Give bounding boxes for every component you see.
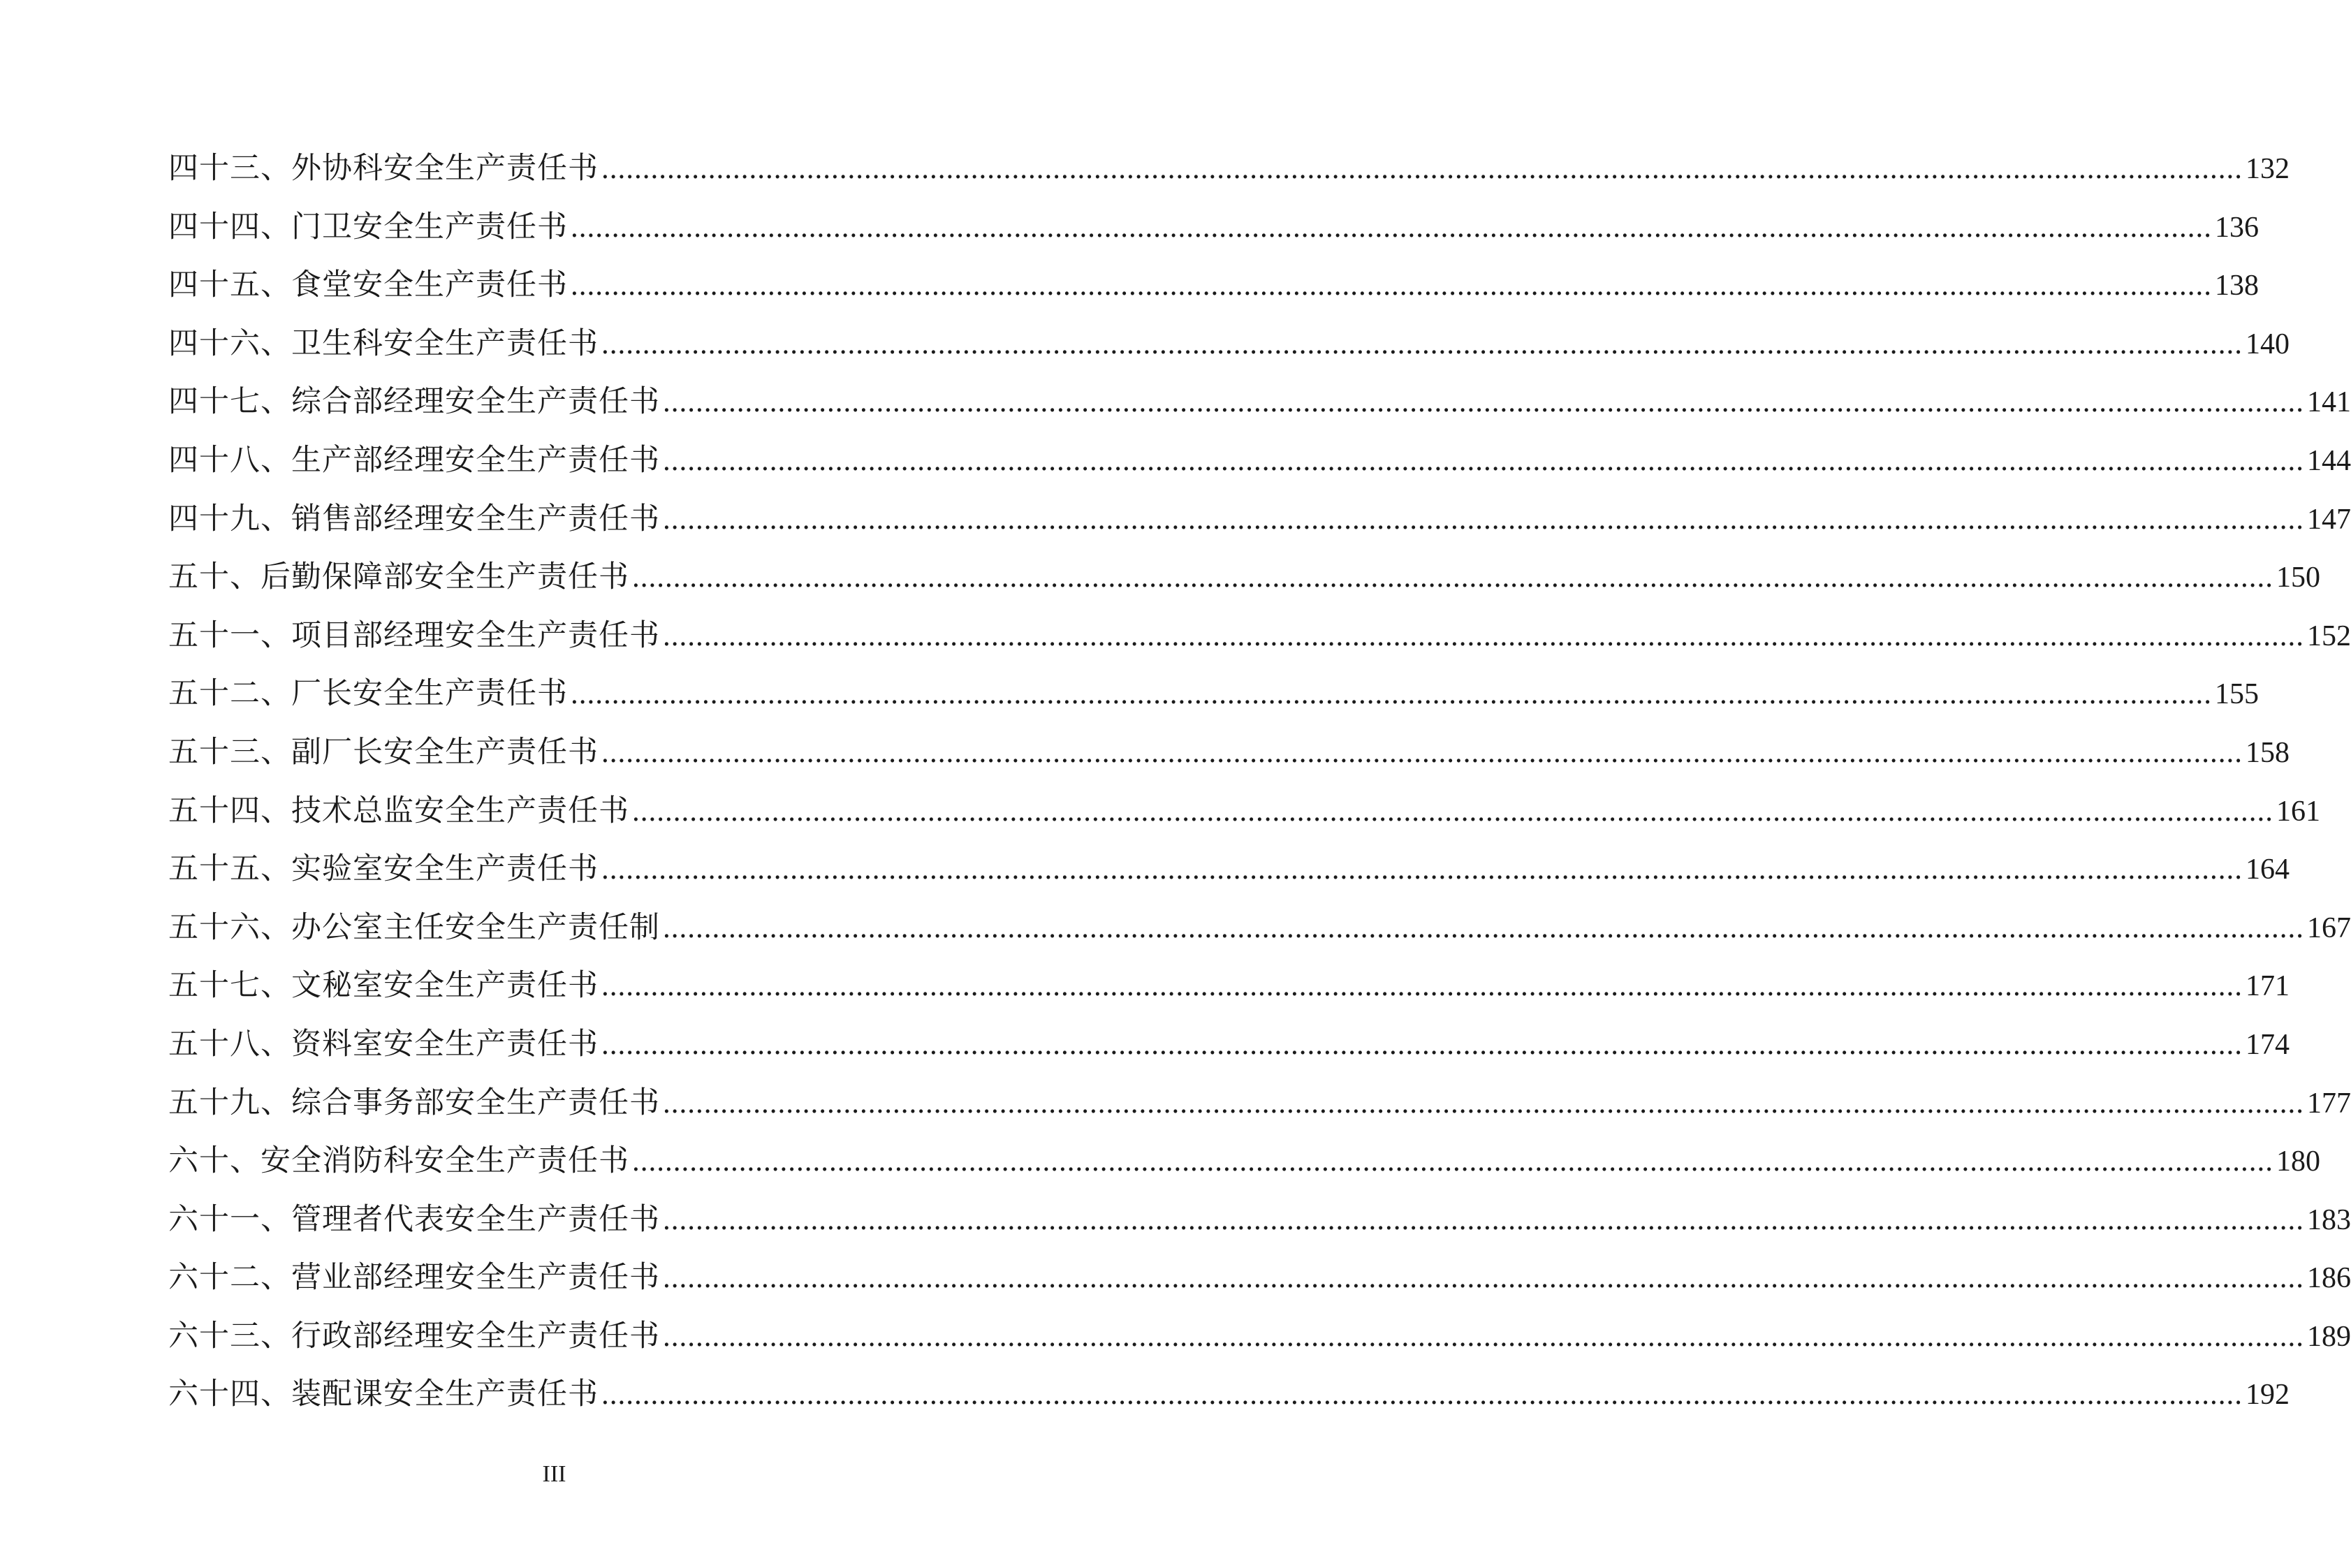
- toc-entry-page: 192: [2246, 1379, 2290, 1412]
- toc-entry[interactable]: [168, 490, 2351, 549]
- toc-entry-page: 164: [2246, 853, 2290, 886]
- toc-entry-title: 五十九、综合事务部安全生产责任书: [168, 1085, 660, 1120]
- toc-entry-page: 138: [2215, 270, 2259, 302]
- toc-dot-leader: ........................................................................................................................................................................................................: [571, 677, 2212, 711]
- toc-entry[interactable]: [168, 899, 2351, 958]
- toc-entry-page: 152: [2307, 620, 2351, 652]
- toc-entry-title: 五十、后勤保障部安全生产责任书: [168, 559, 629, 595]
- toc-entry-title: 四十六、卫生科安全生产责任书: [168, 325, 599, 361]
- toc-entry-title: 五十二、厂长安全生产责任书: [168, 676, 568, 712]
- toc-dot-leader: ........................................................................................................................................................................................................: [663, 444, 2304, 477]
- toc-entry[interactable]: [168, 782, 2320, 841]
- toc-entry-title: 五十三、副厂长安全生产责任书: [168, 734, 599, 770]
- toc-entry-page: 161: [2276, 795, 2320, 828]
- toc-entry[interactable]: [168, 840, 2290, 899]
- toc-entry-title: 六十二、营业部经理安全生产责任书: [168, 1260, 660, 1296]
- toc-entry[interactable]: [168, 1249, 2351, 1307]
- toc-entry-page: 189: [2307, 1320, 2351, 1353]
- toc-dot-leader: ........................................................................................................................................................................................................: [632, 561, 2273, 594]
- toc-entry-title: 五十五、实验室安全生产责任书: [168, 851, 599, 887]
- toc-entry-page: 132: [2246, 153, 2290, 185]
- toc-dot-leader: ........................................................................................................................................................................................................: [663, 1319, 2304, 1353]
- toc-dot-leader: ........................................................................................................................................................................................................: [601, 152, 2243, 185]
- toc-entry-title: 四十八、生产部经理安全生产责任书: [168, 442, 660, 478]
- toc-entry-page: 150: [2276, 562, 2320, 594]
- toc-entry[interactable]: [168, 1132, 2320, 1191]
- toc-entry-title: 四十三、外协科安全生产责任书: [168, 151, 599, 186]
- toc-entry-title: 四十五、食堂安全生产责任书: [168, 268, 568, 303]
- toc-dot-leader: ........................................................................................................................................................................................................: [571, 210, 2212, 244]
- toc-entry-page: 183: [2307, 1203, 2351, 1236]
- toc-dot-leader: ........................................................................................................................................................................................................: [601, 1378, 2243, 1412]
- toc-entry-title: 五十六、办公室主任安全生产责任制: [168, 909, 660, 945]
- toc-dot-leader: ........................................................................................................................................................................................................: [632, 794, 2273, 828]
- toc-entry-page: 174: [2246, 1028, 2290, 1061]
- toc-dot-leader: ........................................................................................................................................................................................................: [601, 327, 2243, 360]
- toc-entry[interactable]: [168, 957, 2290, 1016]
- toc-entry-title: 四十七、综合部经理安全生产责任书: [168, 384, 660, 420]
- toc-entry-page: 158: [2246, 736, 2290, 769]
- toc-dot-leader: ........................................................................................................................................................................................................: [663, 386, 2304, 419]
- toc-entry-page: 136: [2215, 211, 2259, 244]
- toc-entry-page: 167: [2307, 911, 2351, 944]
- toc-entry-page: 144: [2307, 444, 2351, 477]
- toc-entry-page: 140: [2246, 328, 2290, 360]
- toc-dot-leader: ........................................................................................................................................................................................................: [663, 1203, 2304, 1236]
- page-number: III: [542, 1461, 566, 1487]
- toc-entry-page: 147: [2307, 503, 2351, 536]
- toc-entry-title: 六十三、行政部经理安全生产责任书: [168, 1318, 660, 1354]
- toc-entry[interactable]: [168, 1016, 2290, 1074]
- toc-entry[interactable]: [168, 1307, 2351, 1366]
- toc-dot-leader: ........................................................................................................................................................................................................: [663, 619, 2304, 652]
- toc-entry-title: 六十、安全消防科安全生产责任书: [168, 1143, 629, 1179]
- toc-entry[interactable]: [168, 1191, 2351, 1250]
- toc-entry-title: 四十九、销售部经理安全生产责任书: [168, 501, 660, 536]
- toc-entry-page: 155: [2215, 678, 2259, 711]
- toc-dot-leader: ........................................................................................................................................................................................................: [663, 1086, 2304, 1120]
- toc-dot-leader: ........................................................................................................................................................................................................: [663, 1261, 2304, 1295]
- toc-entry[interactable]: [168, 198, 2259, 257]
- toc-entry-title: 六十四、装配课安全生产责任书: [168, 1377, 599, 1412]
- toc-entry[interactable]: [168, 548, 2320, 607]
- toc-entry[interactable]: [168, 140, 2290, 198]
- toc-dot-leader: ........................................................................................................................................................................................................: [632, 1145, 2273, 1178]
- toc-entry[interactable]: [168, 665, 2259, 724]
- toc-entry[interactable]: [168, 432, 2351, 490]
- toc-entry-title: 五十四、技术总监安全生产责任书: [168, 793, 629, 828]
- toc-entry-page: 171: [2246, 970, 2290, 1003]
- toc-dot-leader: ........................................................................................................................................................................................................: [601, 1027, 2243, 1061]
- toc-dot-leader: ........................................................................................................................................................................................................: [601, 735, 2243, 769]
- toc-entry-page: 141: [2307, 386, 2351, 419]
- toc-dot-leader: ........................................................................................................................................................................................................: [601, 969, 2243, 1003]
- toc-entry[interactable]: [168, 724, 2290, 782]
- toc-entry[interactable]: [168, 373, 2351, 432]
- toc-entry-page: 180: [2276, 1145, 2320, 1178]
- toc-entry[interactable]: [168, 1365, 2290, 1424]
- toc-entry[interactable]: [168, 1074, 2351, 1133]
- toc-entry[interactable]: [168, 256, 2259, 315]
- toc-entry-title: 五十八、资料室安全生产责任书: [168, 1026, 599, 1062]
- toc-dot-leader: ........................................................................................................................................................................................................: [601, 853, 2243, 886]
- toc-dot-leader: ........................................................................................................................................................................................................: [571, 269, 2212, 302]
- toc-entry[interactable]: [168, 607, 2351, 666]
- toc-entry-title: 四十四、门卫安全生产责任书: [168, 209, 568, 244]
- toc-entry-page: 186: [2307, 1262, 2351, 1295]
- table-of-contents: [168, 140, 2351, 1424]
- toc-entry-page: 177: [2307, 1087, 2351, 1120]
- toc-entry[interactable]: [168, 315, 2290, 374]
- toc-dot-leader: ........................................................................................................................................................................................................: [663, 911, 2304, 944]
- toc-entry-title: 五十一、项目部经理安全生产责任书: [168, 617, 660, 653]
- toc-entry-title: 五十七、文秘室安全生产责任书: [168, 968, 599, 1004]
- toc-entry-title: 六十一、管理者代表安全生产责任书: [168, 1201, 660, 1237]
- toc-dot-leader: ........................................................................................................................................................................................................: [663, 502, 2304, 536]
